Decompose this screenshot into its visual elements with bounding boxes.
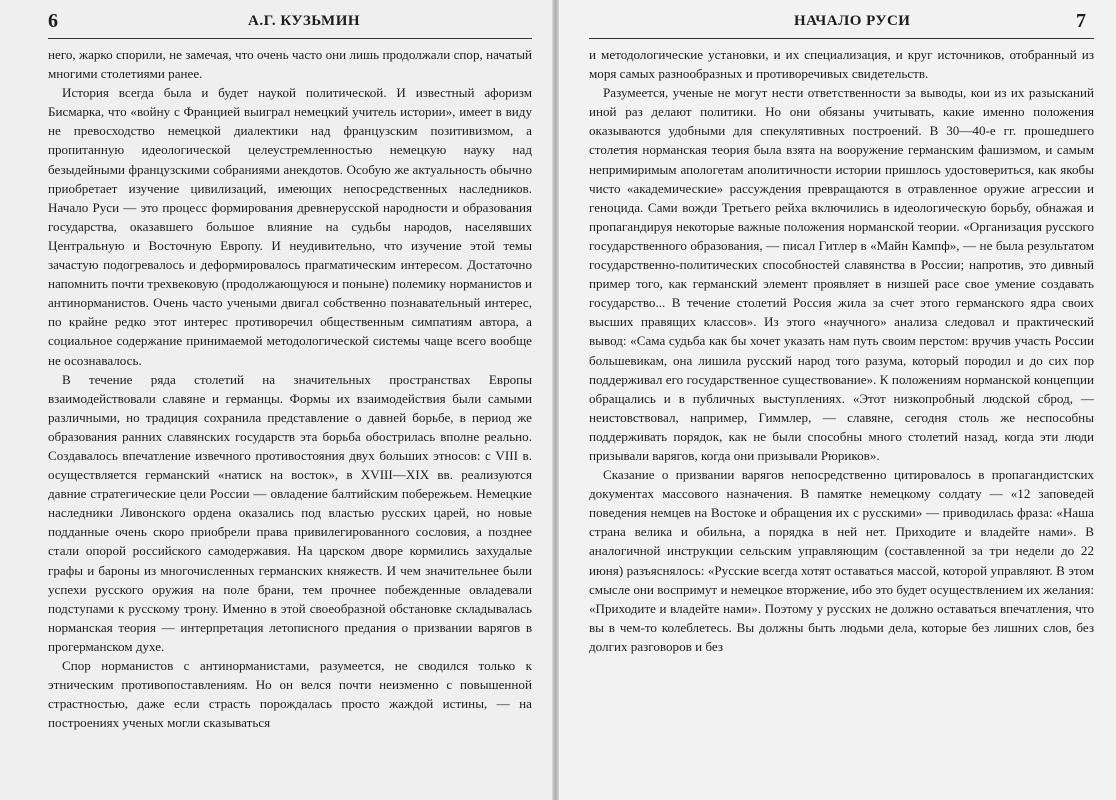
left-running-head: А.Г. КУЗЬМИН — [248, 13, 361, 29]
book-gutter — [552, 0, 559, 800]
right-page-body — [589, 45, 1094, 656]
right-page-header — [589, 8, 1094, 39]
paragraph: История всегда была и будет наукой политической. И известный афоризм Бисмарка, что «войну с Францией выиграл немецкий учитель истории», имеет в виду не превосходство немецкой диалектики над французским позитивизмом, а пропитанную идеологической целеустремленностью немецкую науку над безыдейными французскими собраниями анекдотов. Особую же актуальность обычно приобретает изучение цивилизаций, имеющих непосредственных наследников. Начало Руси — это процесс формирования древнерусской народности и образования государства, оказавшего большое влияние на судьбы народов, населявших Центральную и Восточную Европу. И неудивительно, что изучение этой темы зачастую подогревалось и деформировалось прагматическим интересом. Достаточно напомнить почти трехвековую (продолжающуюся и поныне) полемику норманистов и антинорманистов. Очень часто учеными двигал собственно познавательный интерес, по крайне редко этот интерес противоречил общественным симпатиям автора, а социальное содержание принимаемой методологической системы чаще всего вообще не осознавалось. — [48, 85, 532, 368]
left-page-number: 6 — [48, 10, 58, 32]
paragraph: Спор норманистов с антинорманистами, разумеется, не сводился только к этническим противопоставлениям. Но он велся почти неизменно с повышенной страстностью, даже если страсть порождалась просто жаждой истины, — на построениях ученых могли сказываться — [48, 658, 532, 731]
right-running-head: НАЧАЛО РУСИ — [794, 13, 911, 29]
paragraph: В течение ряда столетий на значительных пространствах Европы взаимодействовали славяне и германцы. Формы их взаимодействия были самыми различными, но традиция сохранила представление о давней борьбе, в период же образования ранних славянских государств эта борьба обострилась вполне реально. Создавалось впечатление извечного противостояния двух больших этносов: с VIII в. осуществляется германский «натиск на восток», в XVIII—XIX вв. реализуются давние стратегические цели России — овладение балтийским побережьем. Немецкие наследники Ливонского ордена оказались под властью русских царей, но новые подданные очень скоро приобрели права привилегированного сословия, а позднее стали опорой российского самодержавия. На царском дворе кормились захудалые графы и бароны из многочисленных германских княжеств. И чем значительнее были успехи русского оружия на поле брани, тем прочнее побежденные овладевали подступами к русскому трону. Именно в этой своеобразной обстановке складывалась норманская теория — интерпретация летописного предания о призвании варягов в прогерманском духе. — [48, 371, 532, 654]
paragraph: и методологические установки, и их специализация, и круг источников, отобранный из моря самых разнообразных и противоречивых свидетельств. — [589, 47, 1094, 82]
right-page-number: 7 — [1076, 10, 1086, 32]
paragraph: Сказание о призвании варягов непосредственно цитировалось в пропагандистских документах массового назначения. В памятке немецкому солдату — «12 заповедей поведения немцев на Востоке и обращения их с русскими» — приводилась фраза: «Наша страна велика и обильна, а порядка в ней нет. Приходите и владейте нами». В аналогичной инструкции сельским управляющим (составленной за три недели до 22 июня) разъяснялось: «Русские всегда хотят оставаться массой, которой управляют. В этом смысле они воспримут и немецкое вторжение, ибо это будет осуществлением их желания: «Приходите и владейте нами». Поэтому у русских не должно оставаться впечатления, что вы в чем-то колеблетесь. Вы должны быть людьми дела, которые без лишних слов, без долгих разговоров и без — [589, 467, 1094, 654]
left-page — [0, 0, 552, 800]
paragraph: него, жарко спорили, не замечая, что очень часто они лишь продолжали спор, начатый многими столетиями ранее. — [48, 47, 532, 82]
right-page — [559, 0, 1116, 800]
paragraph: Разумеется, ученые не могут нести ответственности за выводы, кои из их разысканий иной раз делают политики. Но они обязаны учитывать, какие именно положения оказываются удобными для спекулятивных построений. В 30—40-е гг. прошедшего столетия норманская теория была взята на вооружение германским фашизмом, и самым непримиримым апологетам аполитичности истории пришлось удостовериться, как якобы чисто «академические» рассуждения превращаются в отравленное оружие агрессии и геноцида. Сами вожди Третьего рейха включились в идеологическую борьбу, обнажая и пропагандируя некоторые важные положения норманской теории. «Организация русского государственного образования, — писал Гитлер в «Майн Кампф», — не была результатом государственно-политических способностей славянства в России; напротив, это дивный пример того, как германский элемент проявляет в низшей расе свое умение создавать государство... В течение столетий Россия жила за счет этого германского ядра своих высших правящих классов». Из этого «научного» анализа следовал и практический вывод: «Сама судьба как бы хочет указать нам путь своим перстом: вручив участь России большевикам, она лишила русский народ того разума, который породил и до сих пор поддерживал его государственное существование». К положениям норманской концепции обращались и в публичных выступлениях. «Этот низкопробный людской сброд, — неистовствовал, например, Гиммлер, — славяне, сегодня столь же неспособны поддерживать порядок, как не были способны много столетий назад, когда эти люди призывали варягов, когда они призывали Рюриков». — [589, 85, 1094, 463]
left-page-header — [48, 8, 532, 39]
left-page-body — [48, 45, 532, 732]
